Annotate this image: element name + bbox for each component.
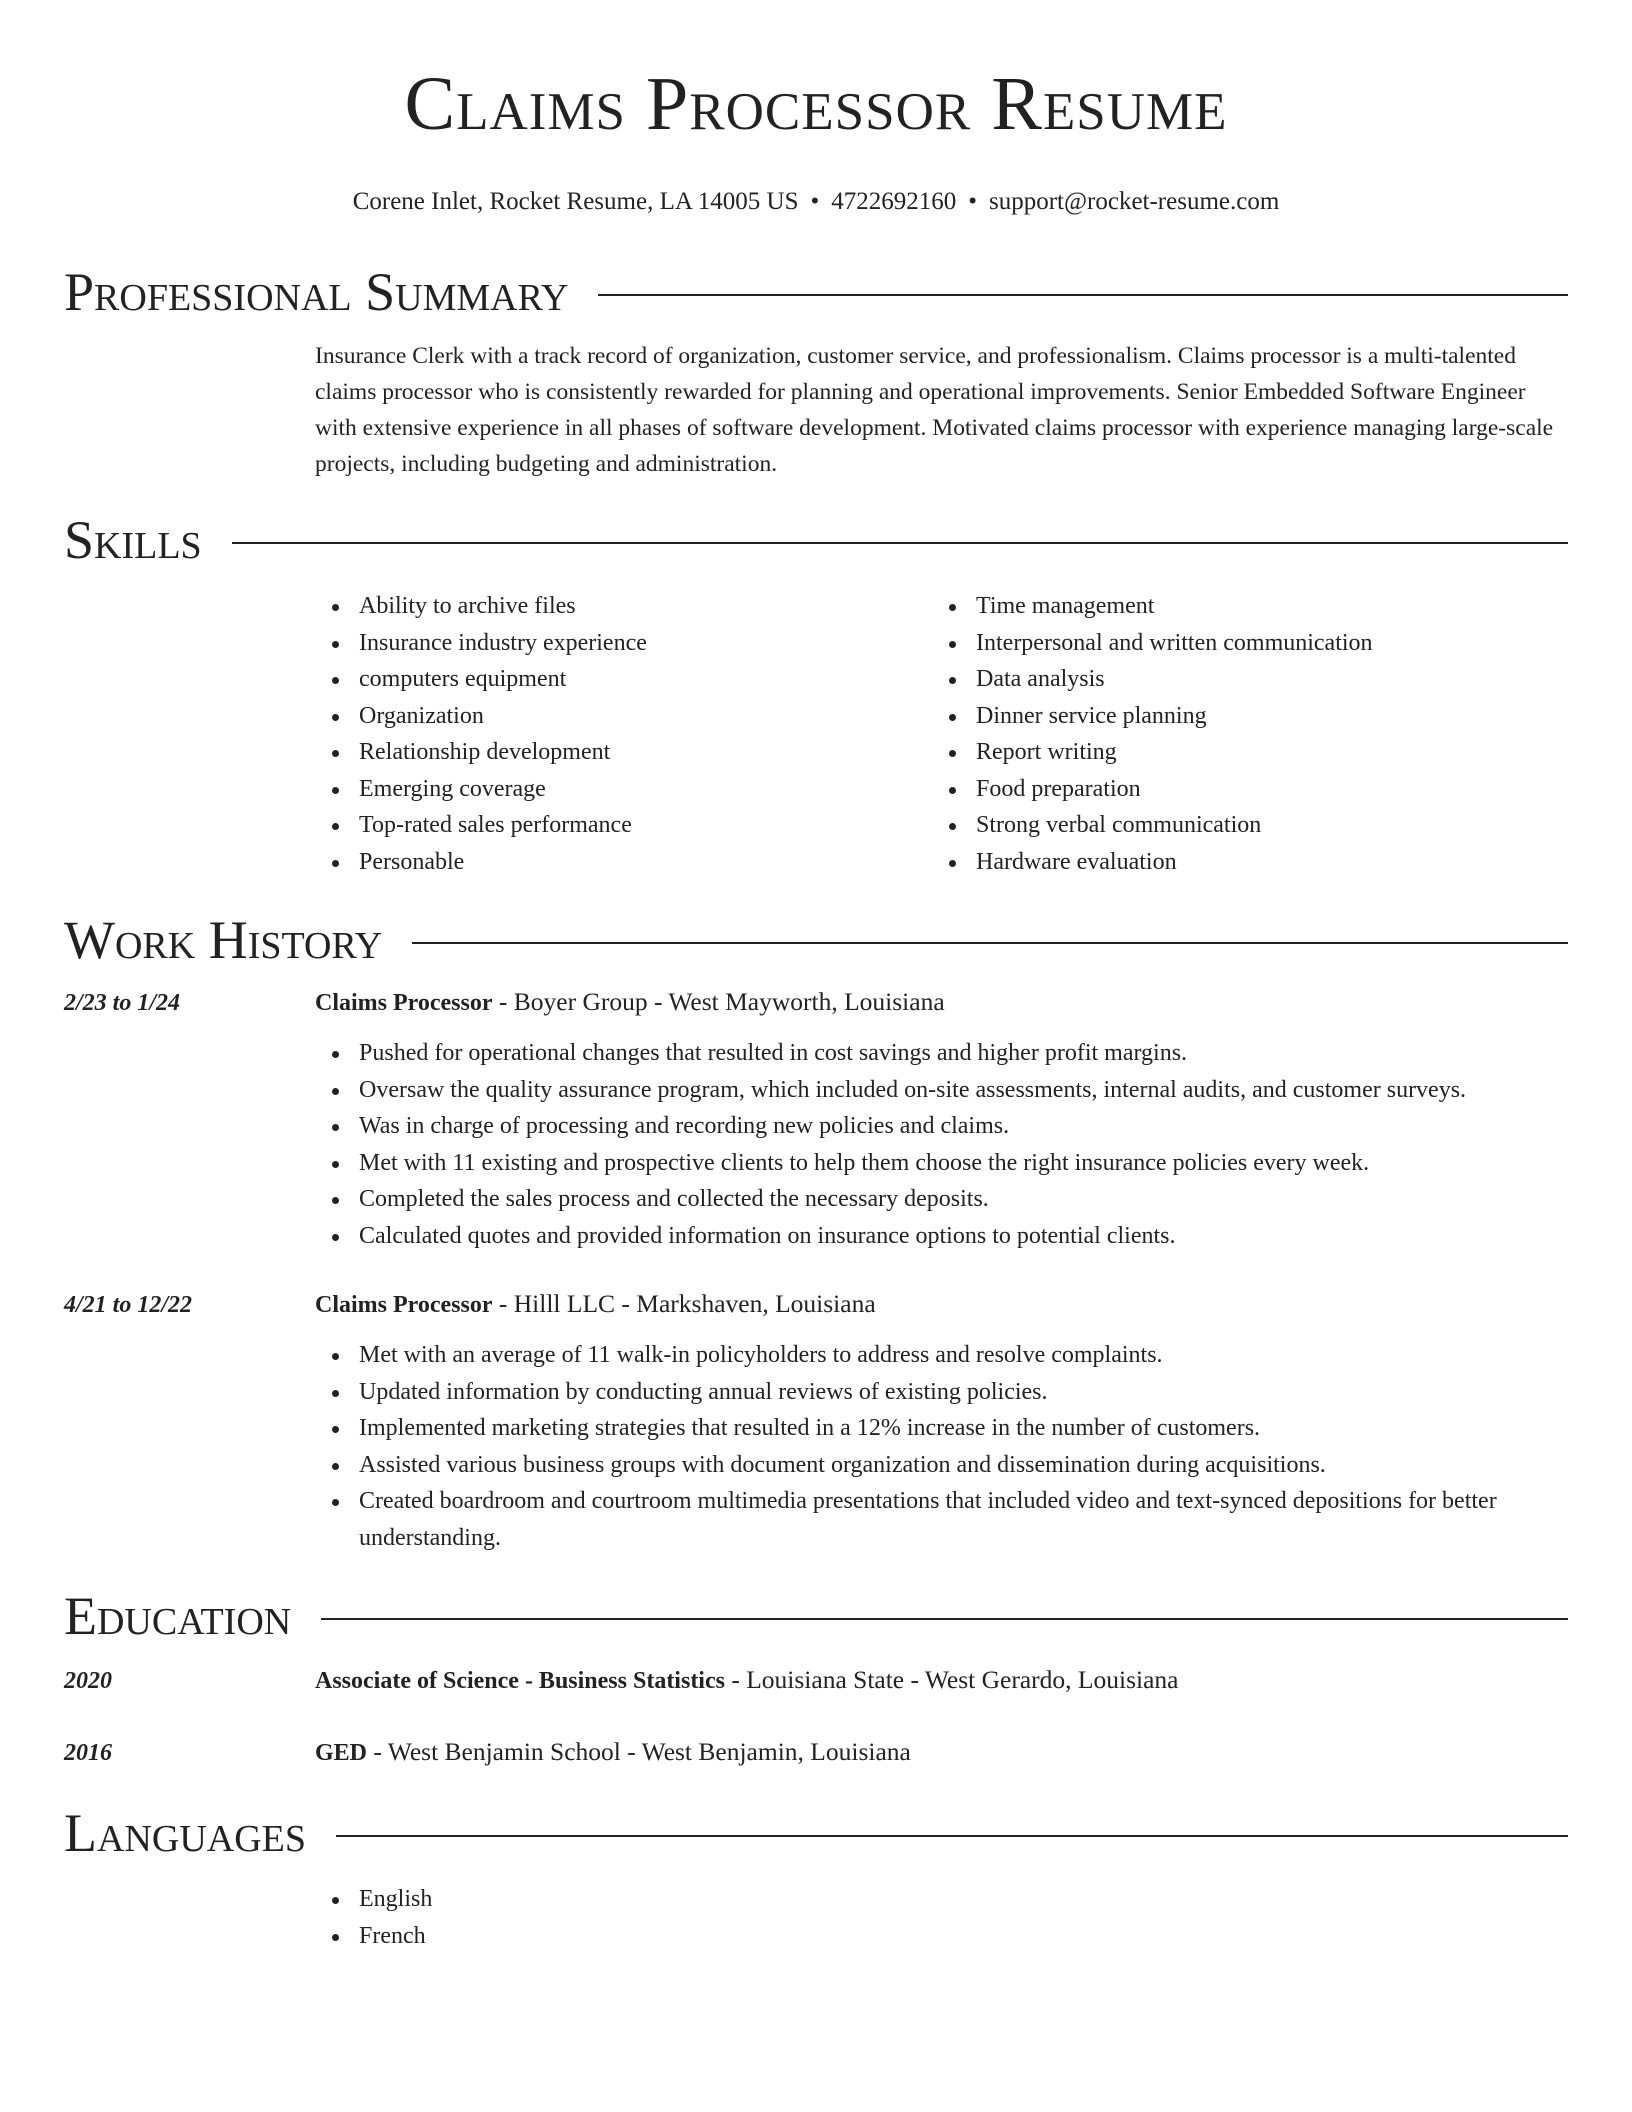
skill-item: computers equipment bbox=[315, 661, 932, 698]
education-entry bbox=[64, 1732, 1568, 1773]
job-bullet: Completed the sales process and collected the necessary deposits. bbox=[315, 1181, 1568, 1218]
job-entry bbox=[64, 1284, 1568, 1556]
job-bullet: Met with 11 existing and prospective clients to help them choose the right insurance policies every week. bbox=[315, 1145, 1568, 1182]
skill-item: Relationship development bbox=[315, 734, 932, 771]
summary-section-header bbox=[64, 260, 1568, 324]
resume-page bbox=[64, 0, 1568, 1954]
work-section-title: Work History bbox=[64, 910, 383, 970]
summary-section-title: Professional Summary bbox=[64, 262, 569, 322]
job-bullet: Assisted various business groups with document organization and dissemination during acquisitions. bbox=[315, 1447, 1568, 1484]
education-year: 2020 bbox=[64, 1668, 112, 1694]
job-bullet: Updated information by conducting annual reviews of existing policies. bbox=[315, 1374, 1568, 1411]
languages-section-title: Languages bbox=[64, 1803, 306, 1863]
job-title-line bbox=[315, 982, 945, 1023]
job-role: Claims Processor bbox=[315, 990, 493, 1016]
summary-text: Insurance Clerk with a track record of organization, customer service, and professionalism. Claims processor is a multi-talented claims processor who is consistently rewarded for planning and operational improvements. Senior Embedded Software Engineer with extensive experience in all phases of software development. Motivated claims processor with experience managing large-scale projects, including budgeting and administration. bbox=[315, 343, 1554, 477]
section-divider bbox=[412, 942, 1568, 944]
education-degree: Associate of Science - Business Statistics bbox=[315, 1668, 725, 1694]
education-section-header bbox=[64, 1584, 1568, 1648]
skill-item: Insurance industry experience bbox=[315, 625, 932, 662]
skill-item: Food preparation bbox=[932, 771, 1549, 808]
education-school: - Louisiana State - West Gerardo, Louisiana bbox=[724, 1665, 1179, 1694]
section-divider bbox=[321, 1618, 1568, 1620]
skill-item: Strong verbal communication bbox=[932, 807, 1549, 844]
skill-item: Top-rated sales performance bbox=[315, 807, 932, 844]
language-item: English bbox=[315, 1881, 1568, 1918]
job-bullet: Implemented marketing strategies that resulted in a 12% increase in the number of customers. bbox=[315, 1410, 1568, 1447]
languages-list bbox=[315, 1881, 1568, 1954]
job-bullets bbox=[315, 1337, 1568, 1556]
job-header bbox=[64, 1284, 1568, 1325]
work-section-header bbox=[64, 908, 1568, 972]
job-bullet: Was in charge of processing and recording new policies and claims. bbox=[315, 1108, 1568, 1145]
contact-phone: 4722692160 bbox=[831, 188, 957, 215]
job-bullet: Calculated quotes and provided information on insurance options to potential clients. bbox=[315, 1218, 1568, 1255]
contact-separator: • bbox=[810, 188, 820, 215]
skills-section-title: Skills bbox=[64, 510, 202, 570]
contact-separator: • bbox=[968, 188, 977, 215]
job-company: - Hilll LLC - Markshaven, Louisiana bbox=[492, 1289, 876, 1318]
skill-item: Personable bbox=[315, 844, 932, 881]
skills-list bbox=[315, 588, 1568, 880]
skill-item: Ability to archive files bbox=[315, 588, 932, 625]
section-divider bbox=[598, 294, 1568, 296]
education-entry bbox=[64, 1660, 1568, 1701]
languages-section-header bbox=[64, 1801, 1568, 1865]
job-bullets bbox=[315, 1035, 1568, 1254]
education-line bbox=[315, 1660, 1178, 1701]
language-item: French bbox=[315, 1918, 1568, 1955]
job-company: - Boyer Group - West Mayworth, Louisiana bbox=[492, 987, 945, 1016]
skill-item: Organization bbox=[315, 698, 932, 735]
education-degree: GED bbox=[315, 1740, 368, 1766]
skill-item: Emerging coverage bbox=[315, 771, 932, 808]
education-year: 2016 bbox=[64, 1740, 112, 1766]
job-dates: 4/21 to 12/22 bbox=[64, 1292, 193, 1318]
contact-address: Corene Inlet, Rocket Resume, LA 14005 US bbox=[352, 188, 799, 215]
education-section-title: Education bbox=[64, 1586, 292, 1646]
job-dates: 2/23 to 1/24 bbox=[64, 990, 181, 1016]
job-bullet: Oversaw the quality assurance program, which included on-site assessments, internal audits, and customer surveys. bbox=[315, 1072, 1568, 1109]
job-title-line bbox=[315, 1284, 876, 1325]
skill-item: Interpersonal and written communication bbox=[932, 625, 1549, 662]
job-bullet: Met with an average of 11 walk-in policyholders to address and resolve complaints. bbox=[315, 1337, 1568, 1374]
skill-item: Data analysis bbox=[932, 661, 1549, 698]
skills-column-left bbox=[315, 588, 932, 880]
section-divider bbox=[232, 542, 1568, 544]
skills-column-right bbox=[932, 588, 1549, 880]
resume-title: Claims Processor Resume bbox=[404, 62, 1228, 146]
skills-section-header bbox=[64, 508, 1568, 572]
education-line bbox=[315, 1732, 911, 1773]
job-bullet: Pushed for operational changes that resulted in cost savings and higher profit margins. bbox=[315, 1035, 1568, 1072]
skill-item: Dinner service planning bbox=[932, 698, 1549, 735]
skill-item: Report writing bbox=[932, 734, 1549, 771]
skill-item: Hardware evaluation bbox=[932, 844, 1549, 881]
education-school: - West Benjamin School - West Benjamin, Louisiana bbox=[367, 1737, 911, 1766]
job-role: Claims Processor bbox=[315, 1292, 493, 1318]
job-entry bbox=[64, 982, 1568, 1254]
contact-email: support@rocket-resume.com bbox=[989, 188, 1280, 215]
contact-line bbox=[64, 186, 1568, 218]
section-divider bbox=[336, 1835, 1568, 1837]
job-bullet: Created boardroom and courtroom multimedia presentations that included video and text-synced depositions for better understanding. bbox=[315, 1483, 1568, 1556]
skill-item: Time management bbox=[932, 588, 1549, 625]
job-header bbox=[64, 982, 1568, 1023]
